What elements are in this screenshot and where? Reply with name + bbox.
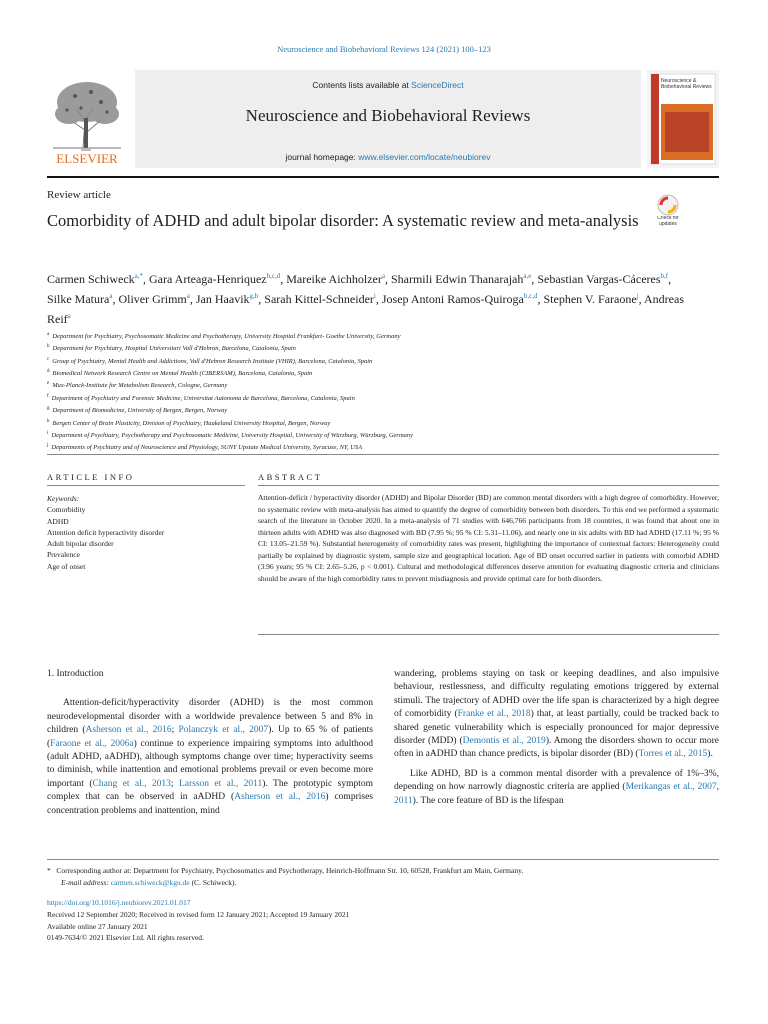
journal-cover-thumbnail[interactable] [647,70,719,168]
journal-citation[interactable]: Neuroscience and Biobehavioral Reviews 124 (2021) 100–123 [277,44,491,54]
journal-header [47,70,719,168]
elsevier-wordmark: ELSEVIER [56,151,118,166]
body-text: ; [170,778,179,789]
author-name[interactable]: Sebastian Vargas-Cáceres [537,272,661,286]
author-affiliation-marker[interactable]: j [636,292,639,300]
author-separator: , [112,292,119,306]
cover-image-icon [647,70,719,168]
affiliation-key: j [47,443,49,449]
received-dates: Received 12 September 2020; Received in revised form 12 January 2021; Accepted 19 January 2021 [47,909,350,919]
author-name[interactable]: Stephen V. Faraone [543,292,637,306]
affiliation-key: h [47,418,50,424]
keywords-label: Keywords: [47,494,80,503]
affiliation-text: Department of Biomedicine, University of Bergen, Bergen, Norway [52,407,228,415]
citation-link[interactable]: Asherson et al., 2016 [85,725,172,736]
affiliation-item [47,355,697,367]
body-column-left [47,668,373,818]
body-text: ). Up to 65 % of patients ( [47,725,373,749]
author-separator: , [531,272,538,286]
citation-link[interactable]: Larsson et al., 2011 [178,778,263,789]
citation-link[interactable]: Demontis et al., 2019 [462,736,546,747]
affiliation-text: Department of Psychiatry and Forensic Medicine, Universitat Autonoma de Barcelona, Barcelona, Catalonia, Spain [51,394,355,402]
affiliation-item [47,417,697,429]
keyword-list [47,504,247,572]
author-separator: , [375,292,382,306]
author-separator: , [280,272,287,286]
author-affiliation-marker[interactable]: a,e [523,272,532,280]
article-metadata [47,897,719,944]
affiliation-item [47,404,697,416]
author-separator: , [384,272,391,286]
author-separator: , [537,292,544,306]
header-rule [47,176,719,178]
contents-prefix: Contents lists available at [312,80,412,90]
footnote-rule [47,859,719,860]
keyword-item: Age of onset [47,561,86,571]
citation-link[interactable]: Torres et al., 2015 [638,749,708,760]
elsevier-logo[interactable] [47,70,127,168]
body-text: ) that, at least partially, could be tracked back to shared genetic vulnerability which is especially pronounced for major depressive disorder (MDD) ( [394,709,720,747]
affiliation-key: b [47,344,50,350]
keyword-item: ADHD [47,516,69,526]
section-heading-introduction: 1. Introduction [47,669,104,679]
article-info-heading: ARTICLE INFO [47,472,135,482]
affiliation-text: Max-Planck-Institute for Metabolism Research, Cologne, Germany [52,382,228,390]
abstract-bottom-rule [258,634,719,635]
email-label: E-mail address: [61,878,109,887]
author-affiliation-marker[interactable]: b,c,d [523,292,538,300]
doi-link[interactable]: https://doi.org/10.1016/j.neubiorev.2021.01.017 [47,898,191,907]
affiliation-key: e [47,381,50,387]
author-affiliation-marker[interactable]: i [373,292,376,300]
author-affiliation-marker[interactable]: a,* [134,272,143,280]
citation-link[interactable]: Franke et al., 2018 [457,709,531,720]
citation-link[interactable]: Asherson et al., 2016 [234,792,326,803]
author-affiliation-marker[interactable]: g,h [249,292,259,300]
available-online: Available online 27 January 2021 [47,921,148,931]
journal-banner [135,70,641,168]
abstract-heading: ABSTRACT [258,472,323,482]
affiliation-key: d [47,369,50,375]
affiliation-text: Departments of Psychiatry and of Neuroscience and Physiology, SUNY Upstate Medical University, Syracuse, NY, USA [51,444,363,452]
article-type: Review article [47,189,111,201]
author-affiliation-marker[interactable]: a [67,312,71,320]
author-separator: , [258,292,265,306]
citation-link[interactable]: Polanczyk et al., 2007 [178,725,269,736]
affiliation-key: c [47,356,50,362]
body-text: ) continue to experience impairing symptoms into adulthood (adult ADHD, aADHD), although symptoms change over time; hyperactivity seems to diminish, while inattention and emotional problems prevail or even become more important ( [47,738,373,789]
copyright: 0149-7634/© 2021 Elsevier Ltd. All rights reserved. [47,933,204,943]
journal-homepage-link[interactable]: www.elsevier.com/locate/neubiorev [358,152,491,162]
keyword-item: Comorbidity [47,505,86,515]
keyword-item: Attention deficit hyperactivity disorder [47,527,165,537]
author-separator: , [668,272,672,286]
body-column-right [394,668,719,808]
author-separator: , [189,292,196,306]
body-text: Like ADHD, BD is a common mental disorder with a prevalence of 1%–3%, depending on how narrowly diagnostic criteria are applied ( [394,768,719,793]
citation-link[interactable]: Chang et al., 2013 [92,778,171,789]
affiliation-item [47,379,697,391]
citation-link[interactable]: 2011 [394,795,413,806]
corresponding-author-footnote [47,865,719,889]
affiliation-list [47,330,697,454]
author-name[interactable]: Oliver Grimm [118,292,187,306]
check-for-updates-icon [650,192,686,232]
author-name[interactable]: Mareike Aichholzer [286,272,382,286]
affiliation-item [47,330,697,342]
check-for-updates-label: Check for updates [657,216,679,227]
article-info-rule [47,485,245,486]
keyword-item: Adult bipolar disorder [47,539,114,549]
body-text: ). [707,749,713,760]
body-text: ). The prototypic symptom complex that can be observed in aADHD ( [47,778,374,803]
affiliation-text: Biomedical Network Research Centre on Mental Health (CIBERSAM), Barcelona, Catalonia, Spain [52,370,313,378]
body-text: Attention-deficit/hyperactivity disorder (ADHD) is the most common neurodevelopmental disorder with a worldwide prevalence between 5 and 8% in children ( [47,698,373,736]
body-text: wandering, problems staying on task or keeping deadlines, and also impulsive behaviour, restlessness, and difficulty regulating emotions triggered by external stimuli. The trajectory of ADHD over the life span is characterized by a high degree of comorbidity ( [394,669,719,720]
author-name[interactable]: Jan Haavik [195,292,250,306]
author-separator: , [143,272,149,286]
email-suffix: (C. Schiweck). [191,878,237,887]
body-text: ). Among the disorders shown to occur more often in aADHD than chance predicts, is bipolar disorder (BD) ( [394,736,720,760]
affiliation-key: g [47,406,50,412]
cover-title: Neuroscience & Biobehavioral Reviews [661,78,712,90]
author-name[interactable]: Carmen Schiweck [47,272,135,286]
affiliation-key: a [47,332,50,337]
author-name[interactable]: Gara Arteaga-Henriquez [149,272,267,286]
footnote-marker: * [47,866,51,875]
affiliation-text: Department for Psychiatry, Hospital Universitari Vall d'Hebron, Barcelona, Catalonia, Spain [52,345,296,353]
author-separator: , [638,292,644,306]
affiliation-item [47,342,697,354]
affiliation-item [47,392,697,404]
journal-homepage-line [135,152,641,162]
affiliation-text: Department for Psychiatry, Psychosomatic Medicine and Psychotherapy, University Hospital Frankfurt- Goethe University, Germany [52,333,401,341]
author-name[interactable]: Sharmili Edwin Thanarajah [390,272,524,286]
author-list [47,268,687,328]
author-affiliation-marker[interactable]: a [381,272,385,280]
journal-title: Neuroscience and Biobehavioral Reviews [245,106,531,125]
body-text: , [716,782,719,793]
affiliation-text: Department of Psychiatry, Psychotherapy and Psychosomatic Medicine, University Hospital, University of Würzburg, Würzburg, Germany [51,432,414,440]
citation-link[interactable]: Merikangas et al., 2007 [625,782,717,793]
author-affiliation-marker[interactable]: b,c,d [266,272,281,280]
affiliation-key: f [47,393,49,399]
contents-line [135,80,641,90]
affiliation-text: Bergen Center of Brain Plasticity, Division of Psychiatry, Haukeland University Hospital, Bergen, Norway [52,419,331,427]
intro-paragraph-1-continued [394,668,719,762]
body-text: ; [171,725,179,736]
affiliation-item [47,441,697,453]
corresponding-author-text: Corresponding author at: Department for Psychiatry, Psychosomatics and Psychotherapy, Heinrich-Hoffmann Str. 10, 60528, Frankfurt am Main, Germany. [56,866,524,875]
author-name[interactable]: Silke Matura [47,292,110,306]
article-title: Comorbidity of ADHD and adult bipolar disorder: A systematic review and meta-analysis [47,211,639,230]
citation-link[interactable]: Faraone et al., 2006a [50,738,134,749]
affiliation-item [47,367,697,379]
abstract-text: Attention-deficit / hyperactivity disorder (ADHD) and Bipolar Disorder (BD) are common mental disorders with a high degree of comorbidity. However, no systematic review with meta-analysis has aimed to quantify the degree of comorbidity between both disorders. To this end we performed a systematic search of the literature in October 2020. In a meta-analysis of 71 studies with 646,766 participants from 18 countries, it was found that about one in thirteen adults with ADHD was also diagnosed with BD (7.95 %; 95 % CI: 5.31–11.06), and nearly one in six adults with BD had ADHD (17.11 %; 95 % CI: 13.05–21.59 %). Substantial heterogeneity of comorbidity rates was present, highlighting the importance of contextual factors: Heterogeneity could partially be explained by diagnostic system, sample size and geographical location. Age of BD onset occurred earlier in patients with comorbid ADHD (3.96 years; 95 % CI: 2.65–5.26, p < 0.001). Cultural and methodological differences deserve attention for evaluating diagnostic criteria and clinicians should be aware of the high comorbidity rates to prevent misdiagnosis and provide optimal care for both disorders. [258,493,719,583]
affiliation-text: Group of Psychiatry, Mental Health and Addictions, Vall d'Hebron Research Institute (VHIR), Barcelona, Catalonia, Spain [52,357,373,365]
intro-paragraph-1 [47,697,373,818]
homepage-prefix: journal homepage: [285,152,359,162]
intro-paragraph-2 [394,768,719,808]
email-link[interactable]: carmen.schiweck@kgu.de [110,878,190,887]
affiliation-rule [47,454,719,455]
body-text: ). The core feature of BD is the lifespan [412,795,564,806]
affiliation-item [47,429,697,441]
body-text: ) comprises concentration problems and inattention, mind [47,792,373,816]
author-affiliation-marker[interactable]: b,f [660,272,669,280]
keyword-item: Prevalence [47,550,80,560]
check-for-updates-button[interactable] [650,192,686,232]
keywords-block [47,493,247,572]
affiliation-key: i [47,430,49,436]
author-name[interactable]: Josep Antoni Ramos-Quiroga [381,292,524,306]
author-name[interactable]: Sarah Kittel-Schneider [264,292,374,306]
elsevier-tree-icon [47,70,127,168]
author-affiliation-marker[interactable]: a [109,292,113,300]
author-affiliation-marker[interactable]: a [186,292,190,300]
author-name[interactable]: Andreas Reif [47,292,684,326]
sciencedirect-link[interactable]: ScienceDirect [411,80,464,90]
abstract-rule [258,485,719,486]
